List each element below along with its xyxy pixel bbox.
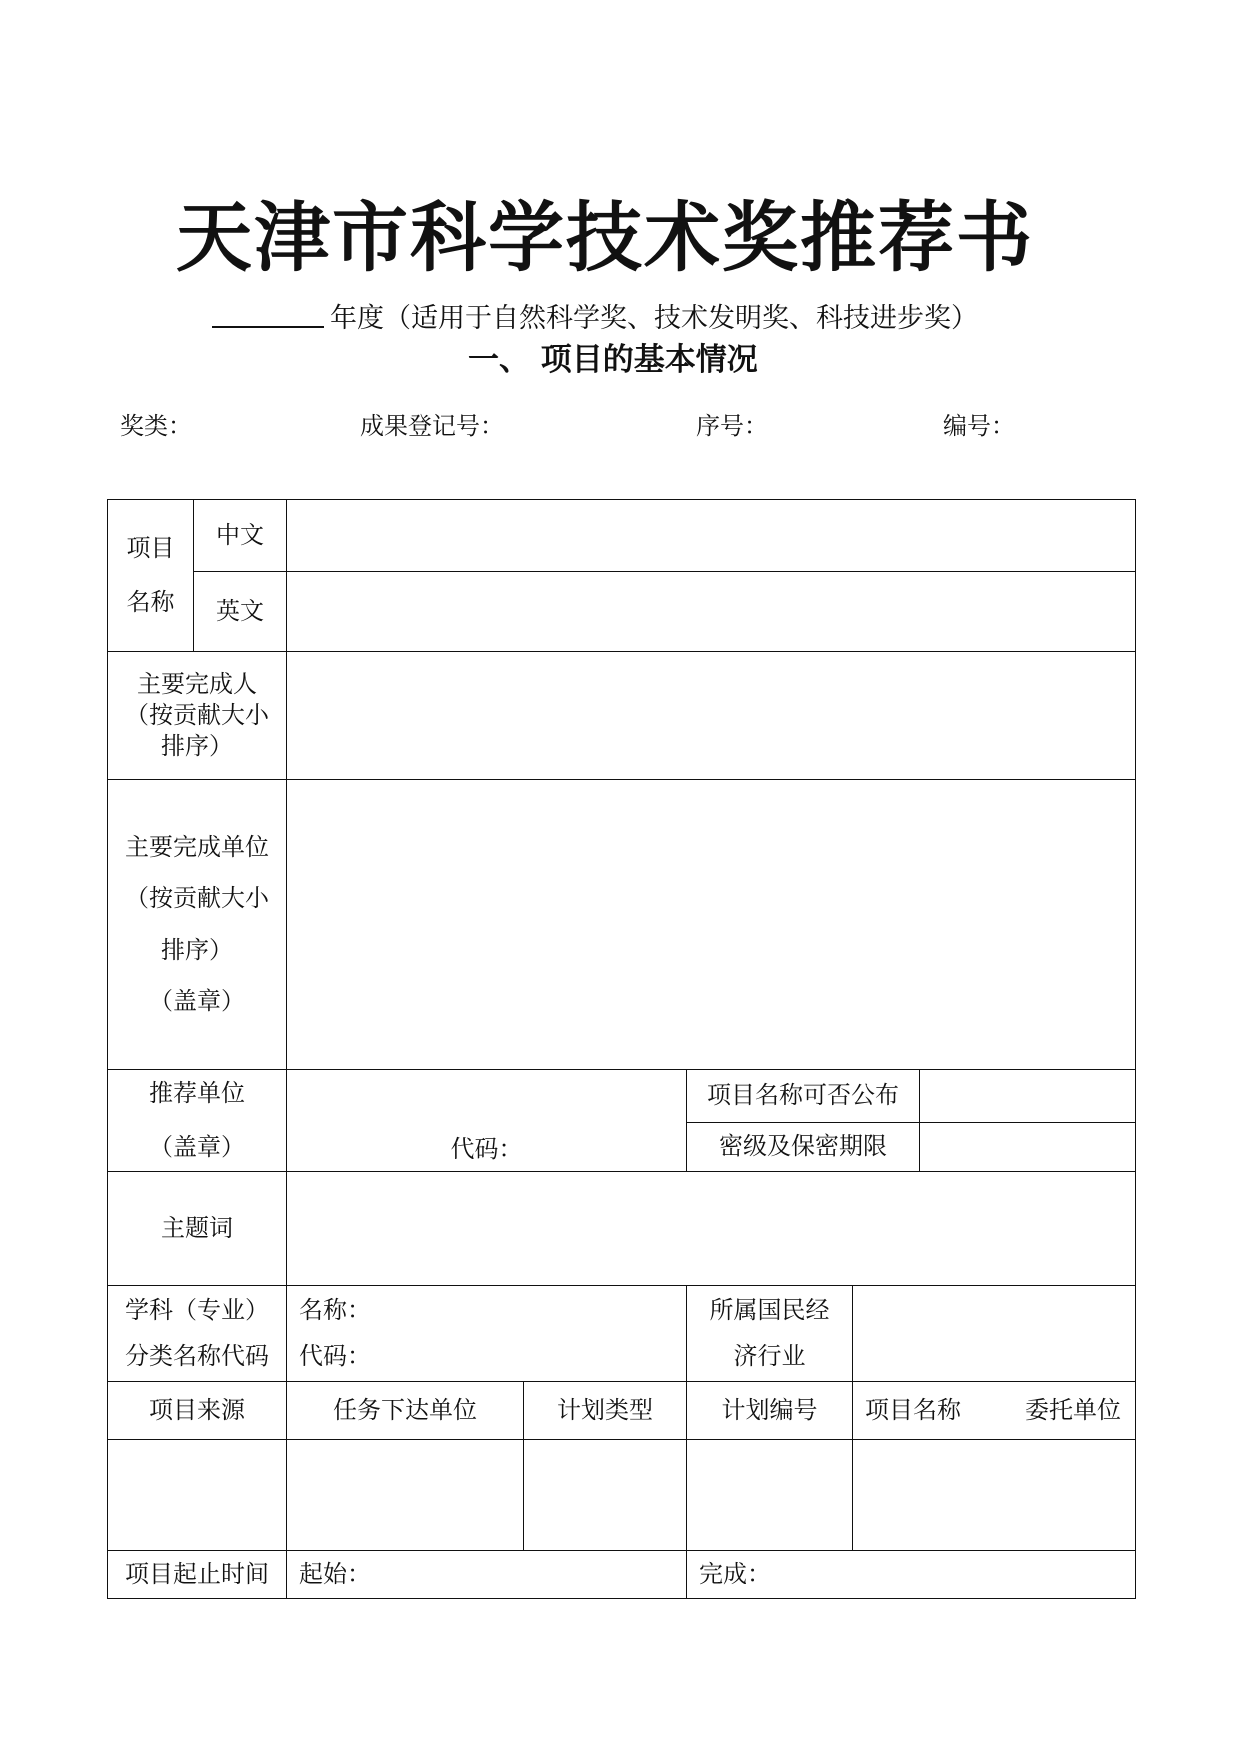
source-col-plan-number: 计划编号	[687, 1382, 853, 1440]
project-name-label-line2: 名称	[126, 587, 175, 616]
main-persons-label-line1: 主要完成人	[137, 669, 257, 698]
english-name-label: 英文	[194, 572, 287, 652]
chinese-name-label: 中文	[194, 500, 287, 572]
discipline-label-line2: 分类名称代码	[125, 1341, 269, 1370]
discipline-label	[108, 1286, 287, 1382]
main-units-label-line2: （按贡献大小	[125, 884, 269, 913]
main-persons-label-line3: 排序）	[161, 732, 233, 761]
main-units-field[interactable]	[287, 780, 1136, 1070]
source-col-plan-type: 计划类型	[524, 1382, 687, 1440]
period-label: 项目起止时间	[108, 1551, 287, 1599]
recommender-label	[108, 1070, 287, 1172]
main-units-label-line4: （盖章）	[149, 986, 245, 1015]
recommender-label-line1: 推荐单位	[149, 1079, 245, 1108]
main-units-label-line3: 排序）	[161, 935, 233, 964]
year-blank-line[interactable]	[212, 300, 324, 328]
plan-type-field[interactable]	[524, 1440, 687, 1551]
industry-label-line2: 济行业	[733, 1341, 806, 1370]
recommender-code-label: 代码：	[450, 1134, 523, 1163]
project-info-form	[107, 499, 1136, 1599]
issuing-unit-field[interactable]	[287, 1440, 524, 1551]
code-no-label: 编号：	[943, 412, 1015, 440]
discipline-field[interactable]	[287, 1286, 687, 1382]
main-units-label-line1: 主要完成单位	[125, 833, 269, 862]
keywords-field[interactable]	[287, 1172, 1136, 1286]
industry-label	[687, 1286, 853, 1382]
discipline-name-label: 名称：	[299, 1296, 371, 1325]
recommender-code-field[interactable]	[287, 1070, 687, 1172]
source-value-cell[interactable]	[108, 1440, 287, 1551]
period-start-label: 起始：	[299, 1559, 371, 1588]
project-name-client-field[interactable]	[853, 1440, 1136, 1551]
main-units-label	[108, 780, 287, 1070]
chinese-name-field[interactable]	[287, 500, 1136, 572]
discipline-code-label: 代码：	[299, 1341, 371, 1370]
industry-field[interactable]	[853, 1286, 1136, 1382]
secret-level-field[interactable]	[920, 1123, 1136, 1172]
main-persons-field[interactable]	[287, 652, 1136, 780]
source-col-issuing-unit: 任务下达单位	[287, 1382, 524, 1440]
keywords-label: 主题词	[108, 1172, 287, 1286]
main-persons-label-line2: （按贡献大小	[125, 700, 269, 729]
plan-number-field[interactable]	[687, 1440, 853, 1551]
period-end-field[interactable]	[687, 1551, 1136, 1599]
english-name-field[interactable]	[287, 572, 1136, 652]
period-end-label: 完成：	[699, 1559, 771, 1588]
award-type-label: 奖类：	[120, 412, 192, 440]
source-col-name-and-client	[853, 1382, 1136, 1440]
industry-label-line1: 所属国民经	[709, 1296, 830, 1325]
registration-no-label: 成果登记号：	[360, 412, 504, 440]
period-start-field[interactable]	[287, 1551, 687, 1599]
name-public-label: 项目名称可否公布	[687, 1070, 920, 1123]
source-col-project-name: 项目名称	[865, 1395, 961, 1424]
section-title: 一、 项目的基本情况	[468, 342, 758, 378]
serial-no-label: 序号：	[696, 412, 768, 440]
document-title: 天津市科学技术奖推荐书	[176, 193, 1034, 282]
project-name-label-line1: 项目	[126, 534, 175, 563]
name-public-field[interactable]	[920, 1070, 1136, 1123]
document-subtitle: 年度（适用于自然科学奖、技术发明奖、科技进步奖）	[330, 303, 978, 334]
source-col-client-unit: 委托单位	[1025, 1395, 1122, 1424]
discipline-label-line1: 学科（专业）	[125, 1296, 269, 1325]
secret-level-label: 密级及保密期限	[687, 1123, 920, 1172]
recommender-label-line2: （盖章）	[149, 1132, 245, 1161]
project-name-label	[108, 500, 194, 652]
source-label: 项目来源	[108, 1382, 287, 1440]
main-persons-label	[108, 652, 287, 780]
